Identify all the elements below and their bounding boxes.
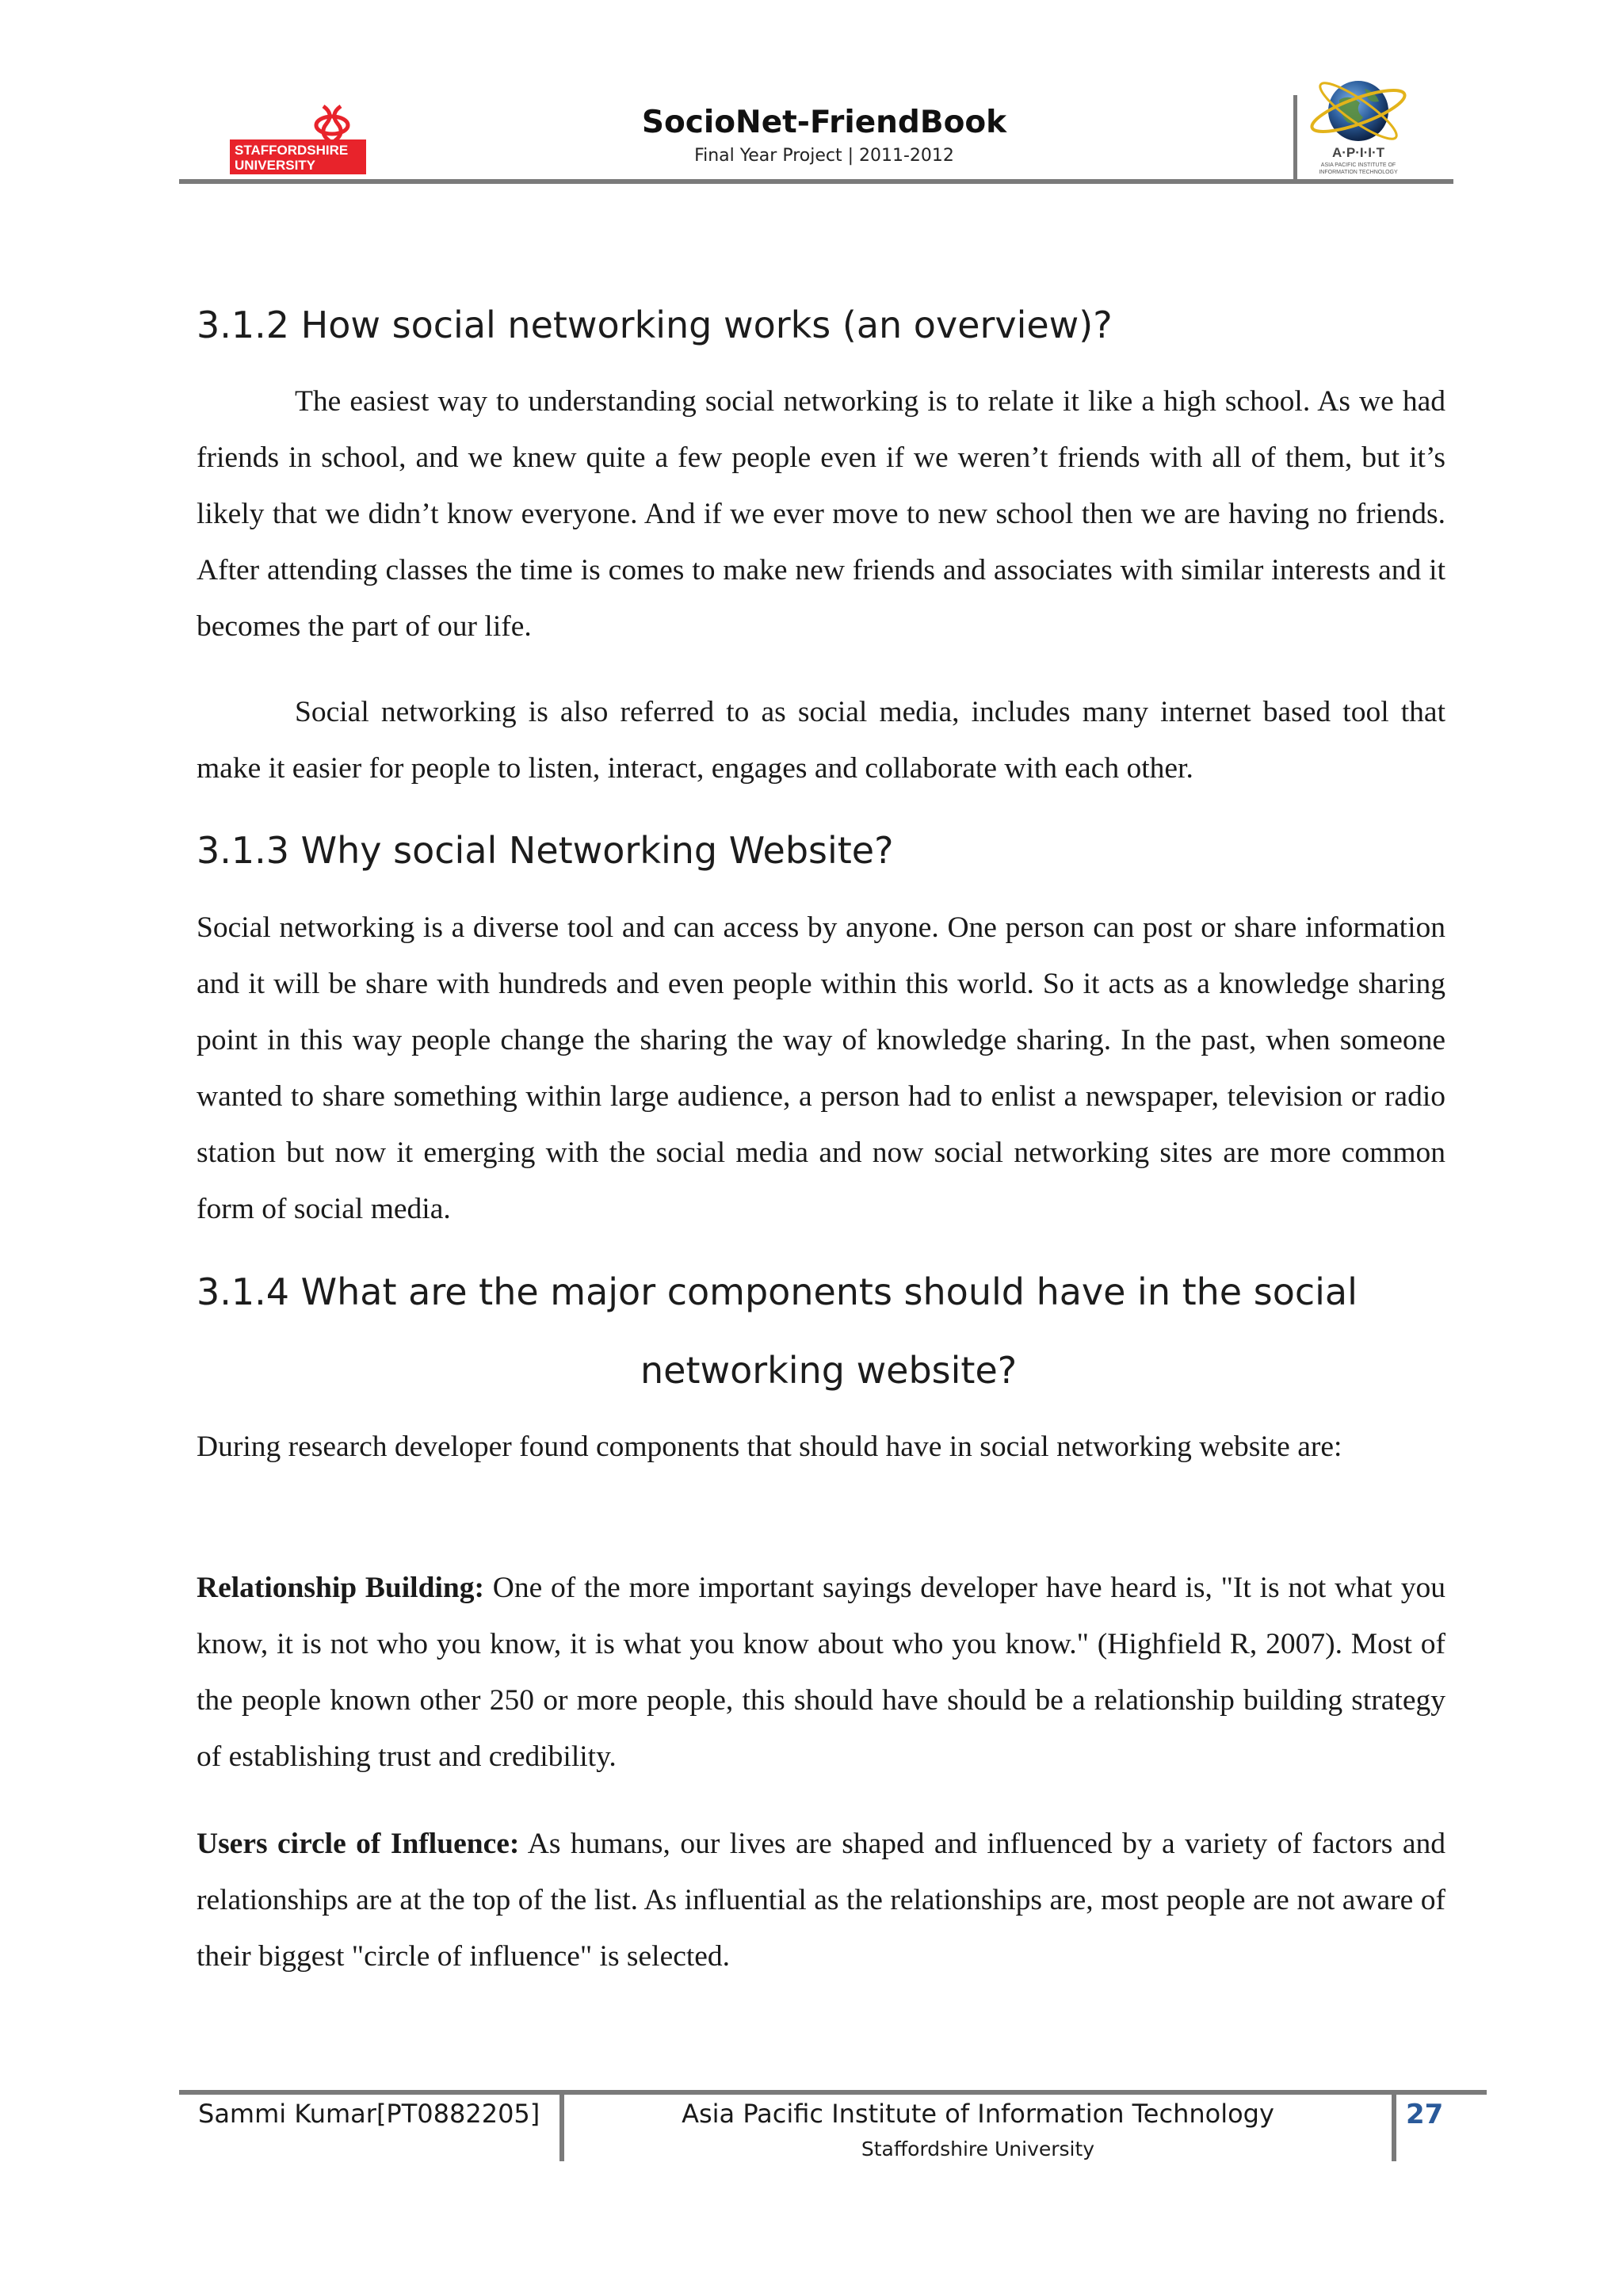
- paragraph-relationship-building: [197, 1560, 1445, 1785]
- heading-3-1-2: 3.1.2 How social networking works (an overview)?: [197, 304, 1113, 346]
- logo-line2: UNIVERSITY: [235, 158, 316, 173]
- apiit-letters: A·P·I·I·T: [1331, 145, 1385, 160]
- paragraph-3-1-3: Social networking is a diverse tool and can access by anyone. One person can post or share information and it will be share with hundreds and even people within this world. So it acts as a knowledge sharing point in this way people change the sharing the way of knowledge sharing. In the past, when someone wanted to share something within large audience, a person had to enlist a newspaper, television or radio station but now it emerging with the social media and now social networking sites are more common form of social media.: [197, 911, 1445, 1225]
- apiit-tagline-1: ASIA PACIFIC INSTITUTE OF: [1320, 162, 1396, 168]
- paragraph-3-1-4-intro: During research developer found components that should have in social networking website are:: [197, 1431, 1342, 1463]
- logo-line1: STAFFORDSHIRE: [235, 143, 349, 158]
- footer-university: Staffordshire University: [861, 2137, 1095, 2160]
- header-rule: [179, 179, 1453, 184]
- footer-author: Sammi Kumar[PT0882205]: [198, 2099, 540, 2129]
- staffordshire-university-logo: [230, 101, 366, 174]
- header-divider: [1293, 95, 1297, 181]
- footer-rule: [179, 2090, 1487, 2095]
- heading-3-1-4-line1: 3.1.4 What are the major components should have in the social: [197, 1270, 1358, 1313]
- relationship-building-text: One of the more important sayings developer have heard is, "It is not what you know, it is not who you know, it is what you know about who you know." (Highfield R, 2007). Most of the people known other 250 or more people, this should have should be a relationship building strategy of establishing trust and credibility.: [197, 1572, 1445, 1773]
- paragraph-3-1-2-b: Social networking is also referred to as social media, includes many internet based tool that make it easier for people to listen, interact, engages and collaborate with each other.: [197, 696, 1445, 785]
- circle-of-influence-label: Users circle of Influence:: [197, 1828, 520, 1860]
- document-title: SocioNet-FriendBook: [641, 105, 1007, 140]
- document-subtitle: Final Year Project | 2011-2012: [694, 146, 954, 166]
- paragraph-3-1-2-a: The easiest way to understanding social networking is to relate it like a high school. As we had friends in school, and we knew quite a few people even if we weren’t friends with all of them, but it’s likely that we didn’t know everyone. And if we ever move to new school then we are having no friends. After attending classes the time is comes to make new friends and associates with similar interests and it becomes the part of our life.: [197, 385, 1445, 643]
- paragraph-circle-of-influence: [197, 1816, 1445, 1985]
- relationship-building-label: Relationship Building:: [197, 1572, 484, 1604]
- footer-divider-right: [1392, 2093, 1396, 2161]
- apiit-tagline-2: INFORMATION TECHNOLOGY: [1319, 170, 1398, 175]
- heading-3-1-4-line2: networking website?: [640, 1349, 1018, 1392]
- page-number: 27: [1406, 2099, 1444, 2130]
- circle-of-influence-text: As humans, our lives are shaped and influenced by a variety of factors and relationships are at the top of the list. As influential as the relationships are, most people are not aware of their biggest "circle of influence" is selected.: [197, 1828, 1445, 1973]
- footer-institute: Asia Pacific Institute of Information Technology: [682, 2099, 1274, 2129]
- heading-3-1-3: 3.1.3 Why social Networking Website?: [197, 829, 894, 872]
- apiit-logo: [1308, 71, 1411, 176]
